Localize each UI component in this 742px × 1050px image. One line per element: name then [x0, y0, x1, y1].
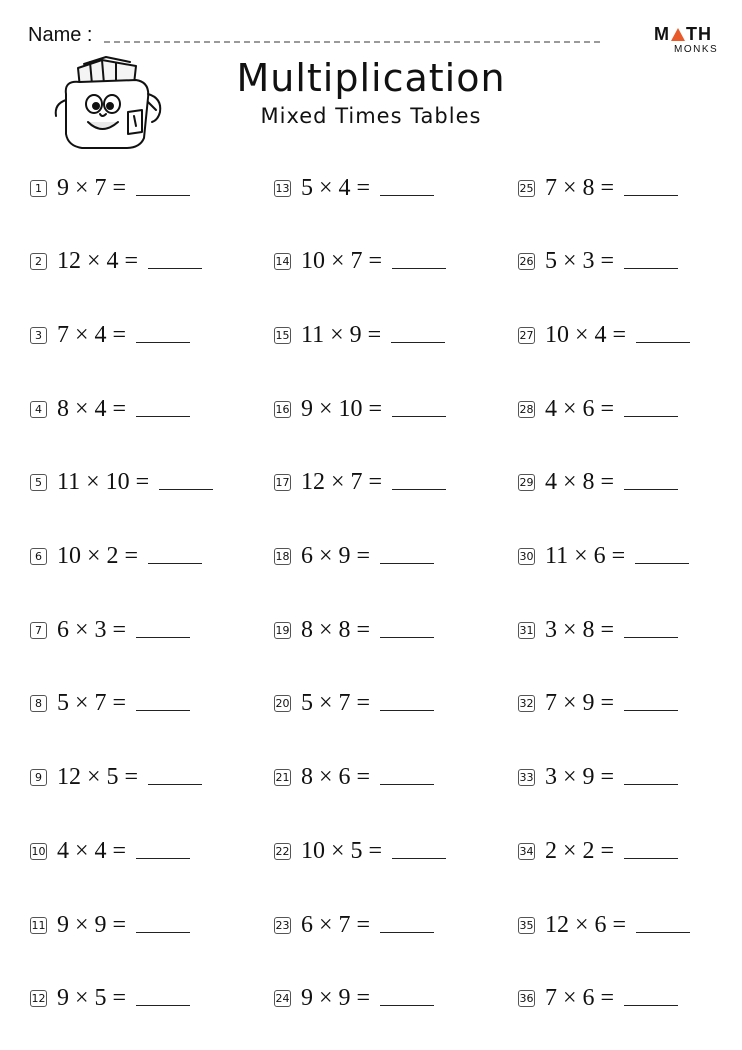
- problem-number: 31: [519, 623, 534, 637]
- problem-expression: 9 × 9 =: [57, 911, 127, 938]
- problem-number: 19: [275, 623, 290, 637]
- problem-number: 18: [275, 550, 290, 563]
- answer-blank[interactable]: [380, 195, 434, 196]
- problem-number: 25: [519, 181, 534, 195]
- answer-blank[interactable]: [624, 195, 678, 196]
- problem-number: 16: [275, 402, 290, 416]
- answer-blank[interactable]: [624, 710, 678, 711]
- problem-item: [30, 240, 202, 284]
- problem-number: 11: [31, 918, 46, 932]
- problem-number: 28: [519, 402, 534, 416]
- problem-item: [274, 240, 446, 284]
- problem-expression: 4 × 8 =: [545, 469, 615, 496]
- problem-expression: 5 × 7 =: [301, 690, 371, 717]
- answer-blank[interactable]: [636, 932, 690, 933]
- problem-item: [518, 682, 678, 726]
- answer-blank[interactable]: [380, 563, 434, 564]
- problem-expression: 8 × 8 =: [301, 616, 371, 643]
- problem-item: [518, 166, 678, 210]
- problem-number: 32: [519, 697, 534, 711]
- problem-number: 7: [30, 622, 47, 639]
- problem-expression: 4 × 4 =: [57, 837, 127, 864]
- problem-expression: 4 × 6 =: [545, 395, 615, 422]
- answer-blank[interactable]: [148, 268, 202, 269]
- logo-text-right: TH: [686, 24, 712, 44]
- answer-blank[interactable]: [136, 195, 190, 196]
- problem-number: 4: [30, 401, 47, 418]
- problem-number: 9: [30, 769, 47, 786]
- problem-expression: 6 × 7 =: [301, 911, 371, 938]
- logo-text-left: M: [654, 24, 670, 44]
- answer-blank[interactable]: [380, 932, 434, 933]
- problem-item: [274, 608, 434, 652]
- problem-expression: 7 × 9 =: [545, 690, 615, 717]
- problem-expression: 12 × 5 =: [57, 764, 139, 791]
- logo-subtext: MONKS: [674, 44, 719, 55]
- problem-number: 3: [30, 327, 47, 344]
- problem-item: [518, 756, 678, 800]
- problem-item: [30, 977, 190, 1021]
- problem-number: 1: [30, 180, 47, 197]
- answer-blank[interactable]: [136, 932, 190, 933]
- problem-expression: 3 × 8 =: [545, 616, 615, 643]
- problem-item: [274, 387, 446, 431]
- problem-number: 14: [275, 255, 290, 269]
- problem-expression: 6 × 3 =: [57, 616, 127, 643]
- problem-expression: 7 × 6 =: [545, 985, 615, 1012]
- triangle-icon: [671, 28, 685, 41]
- problem-number: 10: [31, 844, 46, 858]
- problem-number: 5: [30, 474, 47, 491]
- answer-blank[interactable]: [392, 858, 446, 859]
- answer-blank[interactable]: [392, 489, 446, 490]
- problem-expression: 12 × 4 =: [57, 248, 139, 275]
- problem-number: 22: [275, 844, 290, 858]
- answer-blank[interactable]: [136, 342, 190, 343]
- problem-expression: 9 × 9 =: [301, 985, 371, 1012]
- problem-item: [518, 903, 690, 947]
- problem-number: 24: [275, 992, 290, 1006]
- answer-blank[interactable]: [624, 784, 678, 785]
- answer-blank[interactable]: [159, 489, 213, 490]
- problem-expression: 5 × 4 =: [301, 174, 371, 201]
- problem-number: 8: [30, 695, 47, 712]
- problem-number: 12: [31, 992, 46, 1006]
- problem-expression: 11 × 9 =: [301, 321, 382, 348]
- answer-blank[interactable]: [624, 1005, 678, 1006]
- problem-number: 17: [275, 476, 290, 490]
- page-subtitle: Mixed Times Tables: [260, 104, 482, 128]
- problem-expression: 12 × 6 =: [545, 911, 627, 938]
- answer-blank[interactable]: [380, 710, 434, 711]
- problem-expression: 5 × 3 =: [545, 248, 615, 275]
- problem-item: [30, 756, 202, 800]
- problem-expression: 3 × 9 =: [545, 764, 615, 791]
- problem-item: [518, 977, 678, 1021]
- problem-item: [274, 313, 445, 357]
- problem-number: 6: [30, 548, 47, 565]
- problem-item: [518, 387, 678, 431]
- problem-expression: 7 × 4 =: [57, 321, 127, 348]
- problem-expression: 12 × 7 =: [301, 469, 383, 496]
- problem-item: [518, 608, 678, 652]
- answer-blank[interactable]: [136, 710, 190, 711]
- problem-item: [274, 756, 434, 800]
- problem-expression: 8 × 4 =: [57, 395, 127, 422]
- problem-item: [274, 903, 434, 947]
- problem-expression: 9 × 5 =: [57, 985, 127, 1012]
- answer-blank[interactable]: [136, 637, 190, 638]
- problem-item: [274, 535, 434, 579]
- problem-number: 15: [275, 328, 290, 342]
- answer-blank[interactable]: [624, 268, 678, 269]
- name-write-line[interactable]: [104, 41, 600, 43]
- name-label: Name :: [28, 24, 93, 46]
- answer-blank[interactable]: [624, 858, 678, 859]
- problem-number: 34: [519, 844, 534, 858]
- math-monks-logo: [654, 24, 724, 55]
- problem-number: 26: [519, 255, 534, 269]
- problem-item: [518, 240, 678, 284]
- problem-item: [30, 166, 190, 210]
- problem-expression: 7 × 8 =: [545, 174, 615, 201]
- answer-blank[interactable]: [635, 563, 689, 564]
- problem-expression: 5 × 7 =: [57, 690, 127, 717]
- answer-blank[interactable]: [636, 342, 690, 343]
- answer-blank[interactable]: [136, 858, 190, 859]
- answer-blank[interactable]: [624, 489, 678, 490]
- problem-item: [274, 166, 434, 210]
- problem-item: [274, 461, 446, 505]
- problem-number: 36: [519, 992, 534, 1006]
- problem-item: [30, 461, 213, 505]
- problem-number: 30: [519, 550, 534, 563]
- problem-expression: 9 × 7 =: [57, 174, 127, 201]
- problem-number: 35: [519, 918, 534, 932]
- problem-item: [518, 535, 689, 579]
- answer-blank[interactable]: [624, 416, 678, 417]
- answer-blank[interactable]: [624, 637, 678, 638]
- problem-number: 21: [275, 771, 290, 785]
- answer-blank[interactable]: [148, 563, 202, 564]
- problem-expression: 10 × 4 =: [545, 321, 627, 348]
- problem-item: [30, 535, 202, 579]
- answer-blank[interactable]: [136, 1005, 190, 1006]
- problem-item: [30, 313, 190, 357]
- problem-item: [30, 608, 190, 652]
- problem-number: 23: [275, 918, 290, 932]
- problem-expression: 6 × 9 =: [301, 543, 371, 569]
- answer-blank[interactable]: [392, 268, 446, 269]
- problem-expression: 2 × 2 =: [545, 837, 615, 864]
- page-title: Multiplication: [236, 56, 506, 100]
- problem-expression: 10 × 7 =: [301, 248, 383, 275]
- answer-blank[interactable]: [380, 1005, 434, 1006]
- answer-blank[interactable]: [392, 416, 446, 417]
- answer-blank[interactable]: [380, 637, 434, 638]
- problem-item: [274, 829, 446, 873]
- answer-blank[interactable]: [148, 784, 202, 785]
- name-field-row: [28, 24, 600, 47]
- problem-expression: 11 × 6 =: [545, 543, 626, 569]
- problem-number: 2: [30, 253, 47, 270]
- problem-item: [30, 682, 190, 726]
- problem-number: 13: [275, 181, 290, 195]
- problem-number: 33: [519, 771, 534, 785]
- problem-expression: 8 × 6 =: [301, 764, 371, 791]
- problem-number: 29: [519, 476, 534, 490]
- problem-item: [30, 903, 190, 947]
- problem-item: [518, 461, 678, 505]
- problem-expression: 11 × 10 =: [57, 469, 150, 496]
- problem-expression: 9 × 10 =: [301, 395, 383, 422]
- problem-number: 27: [519, 328, 534, 342]
- problem-item: [518, 313, 690, 357]
- problem-number: 20: [275, 697, 290, 711]
- problem-item: [274, 682, 434, 726]
- problem-item: [30, 387, 190, 431]
- answer-blank[interactable]: [136, 416, 190, 417]
- problem-item: [518, 829, 678, 873]
- answer-blank[interactable]: [380, 784, 434, 785]
- answer-blank[interactable]: [391, 342, 445, 343]
- problem-expression: 10 × 2 =: [57, 543, 139, 569]
- problem-expression: 10 × 5 =: [301, 837, 383, 864]
- problem-item: [30, 829, 190, 873]
- problem-item: [274, 977, 434, 1021]
